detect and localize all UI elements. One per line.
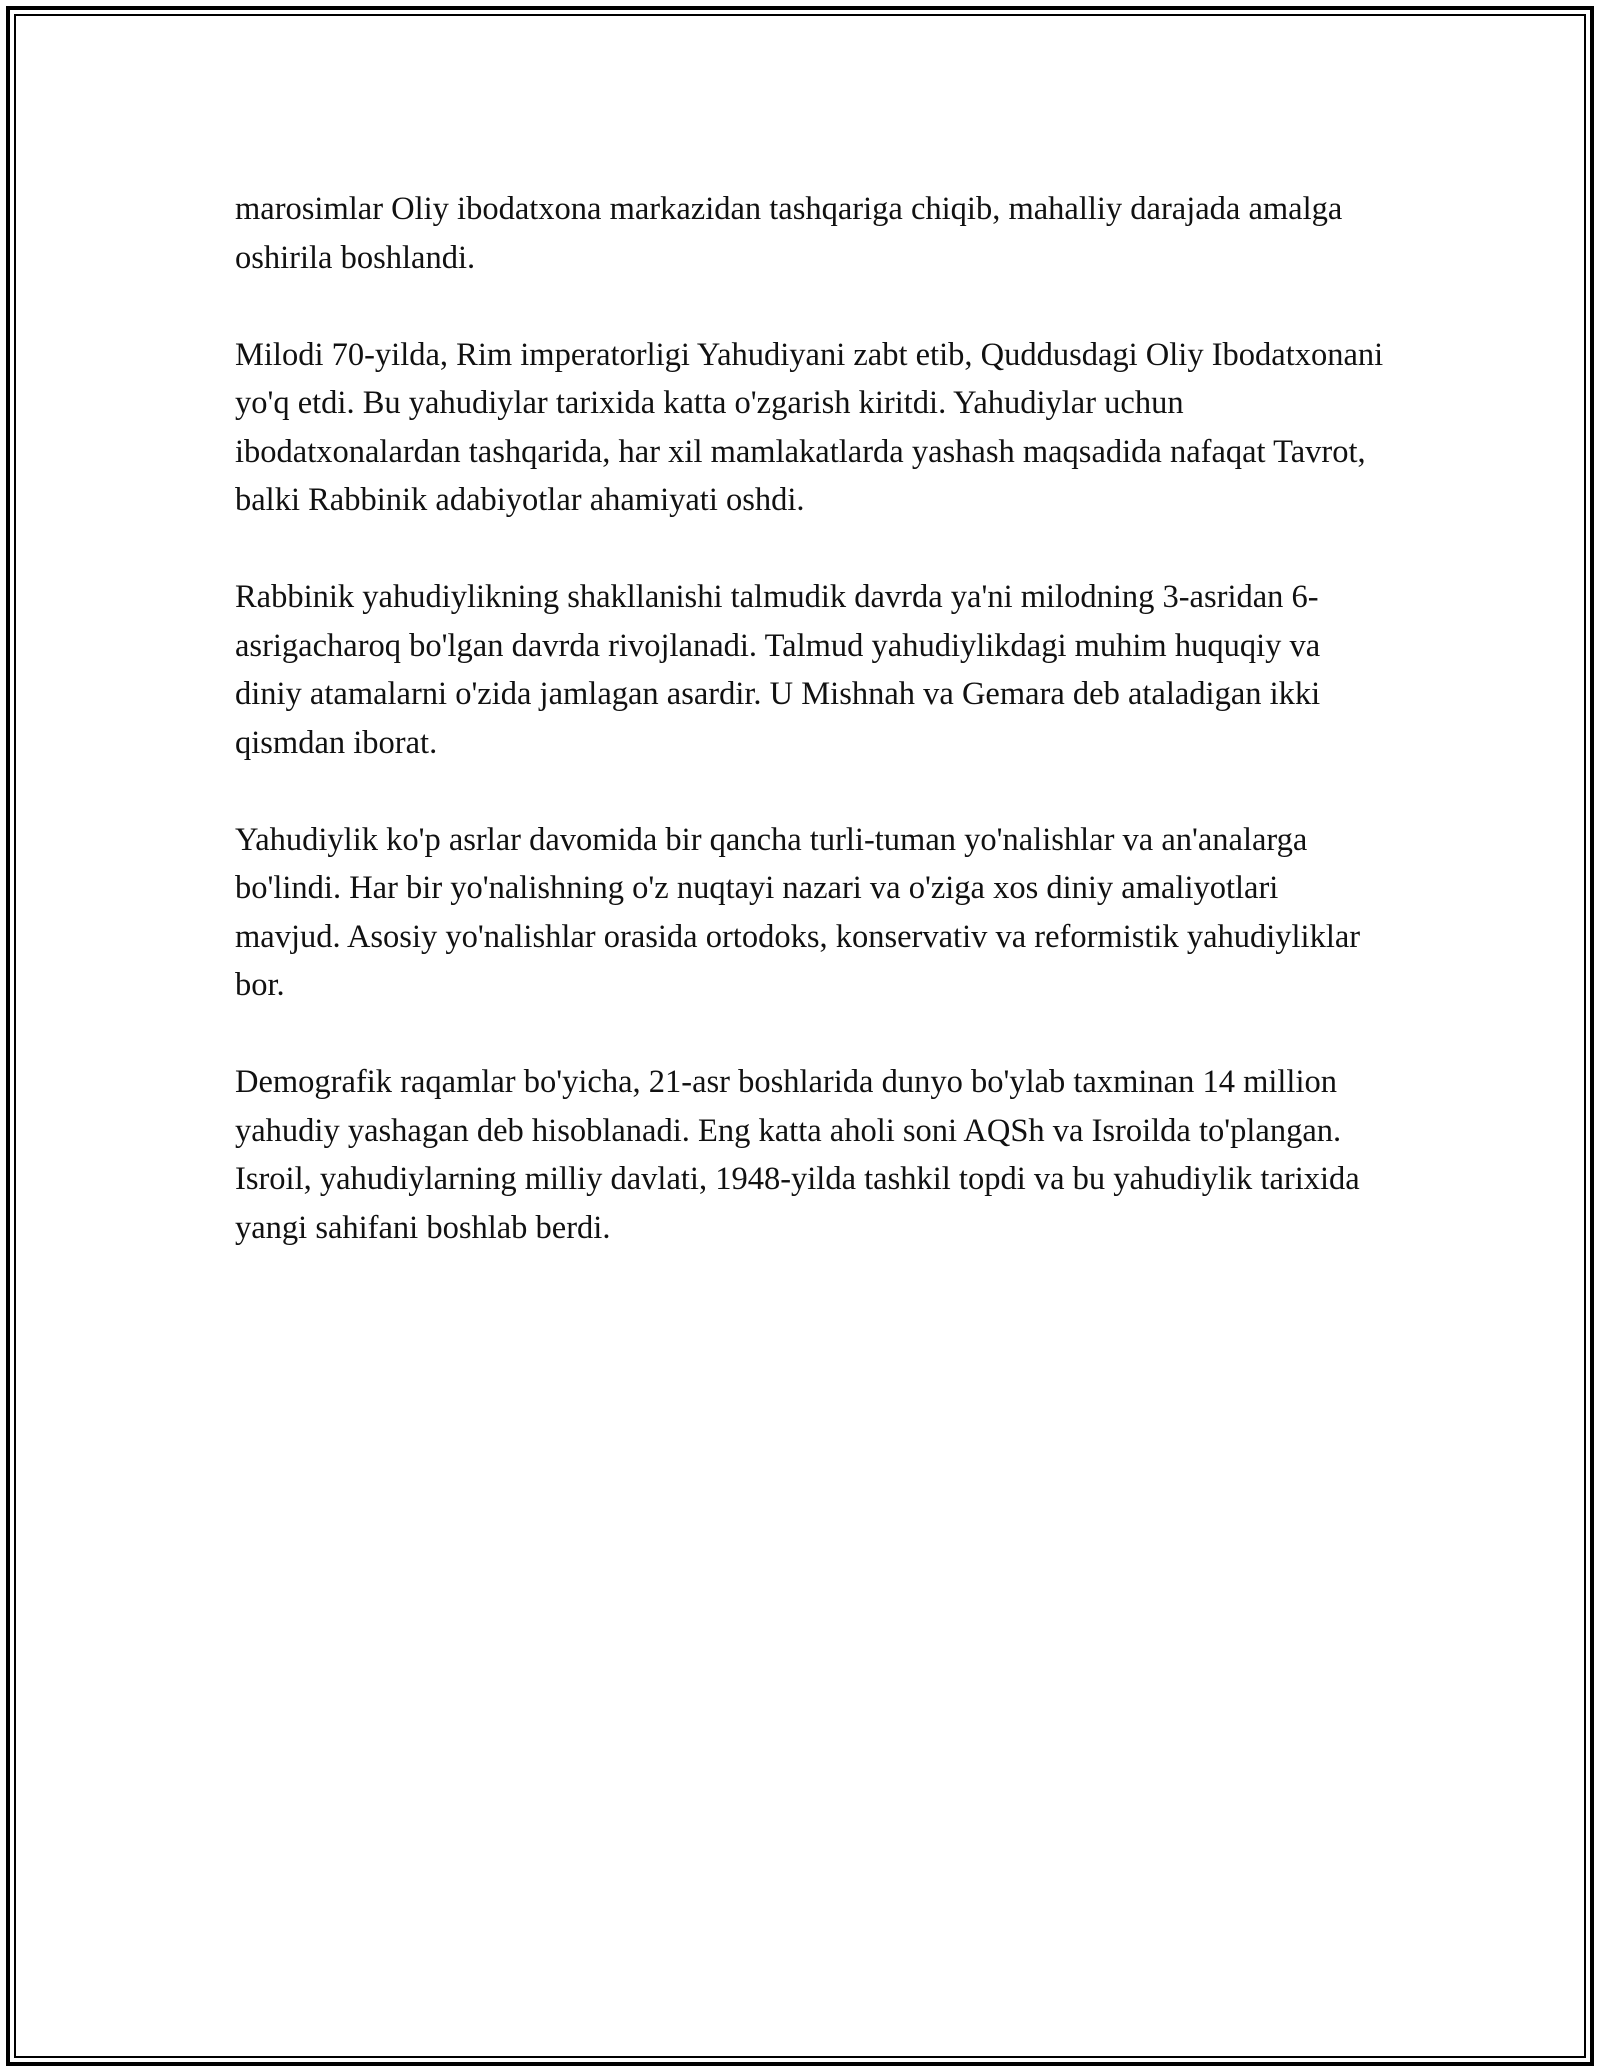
document-body: [235, 185, 1385, 1252]
paragraph-4: Yahudiylik ko'p asrlar davomida bir qancha turli-tuman yo'nalishlar va an'analarga bo'lindi. Har bir yo'nalishning o'z nuqtayi nazari va o'ziga xos diniy amaliyotlari mavjud. Asosiy yo'nalishlar orasida ortodoks, konservativ va reformistik yahudiyliklar bor.: [235, 821, 1361, 1003]
paragraph-5: Demografik raqamlar bo'yicha, 21-asr boshlarida dunyo bo'ylab taxminan 14 million yahudiy yashagan deb hisoblanadi. Eng katta aholi soni AQSh va Isroilda to'plangan. Isroil, yahudiylarning milliy davlati, 1948-yilda tashkil topdi va bu yahudiylik tarixida yangi sahifani boshlab berdi.: [235, 1064, 1360, 1246]
paragraph-1: marosimlar Oliy ibodatxona markazidan tashqariga chiqib, mahalliy darajada amalga oshirila boshlandi.: [235, 191, 1343, 276]
paragraph-3: Rabbinik yahudiylikning shakllanishi talmudik davrda ya'ni milodning 3-asridan 6-asrigacharoq bo'lgan davrda rivojlanadi. Talmud yahudiylikdagi muhim huquqiy va diniy atamalarni o'zida jamlagan asardir. U Mishnah va Gemara deb ataladigan ikki qismdan iborat.: [235, 579, 1321, 761]
paragraph-2: Milodi 70-yilda, Rim imperatorligi Yahudiyani zabt etib, Quddusdagi Oliy Ibodatxonani yo'q etdi. Bu yahudiylar tarixida katta o'zgarish kiritdi. Yahudiylar uchun ibodatxonalardan tashqarida, har xil mamlakatlarda yashash maqsadida nafaqat Tavrot, balki Rabbinik adabiyotlar ahamiyati oshdi.: [235, 336, 1384, 518]
